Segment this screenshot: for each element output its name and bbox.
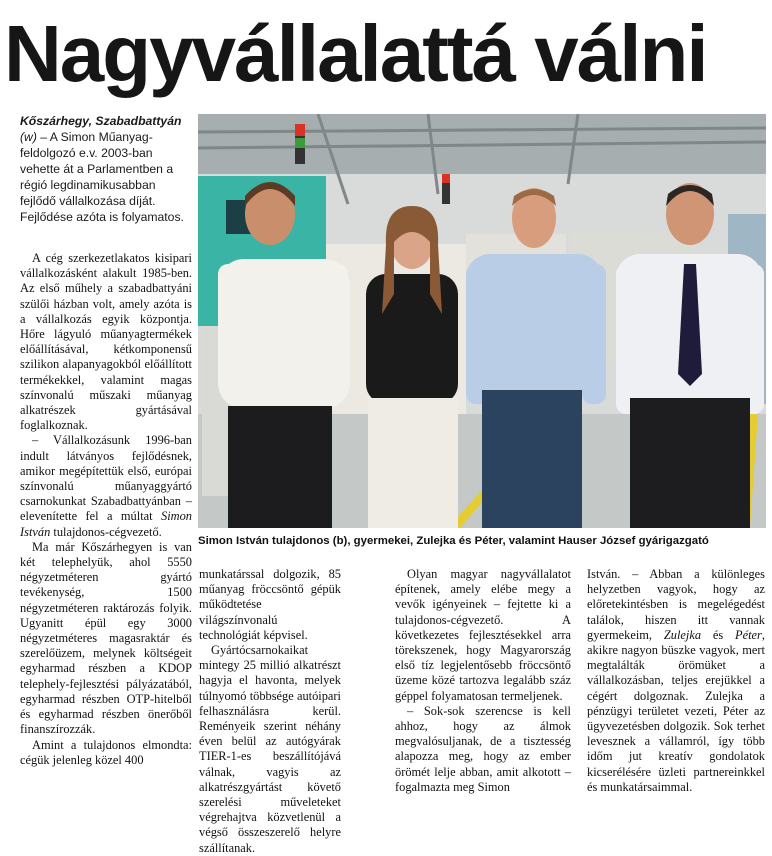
paragraph: Gyártócsarnokaikat mintegy 25 millió alkatrészt hagyja el havonta, melyek túlnyomó többsége autóipari felhasználásra kerül. Reményeik szerint néhány éven belül az autógyárak TIER-1-es beszállítójává válnak, vagyis az alkatrészgyártást követő szerelési műveleteket végrehajtva közvetlenül a végső összeszerelő helyre szállítanak. — [199, 643, 341, 855]
article-photo — [198, 114, 766, 528]
photo-caption: Simon István tulajdonos (b), gyermekei, Zulejka és Péter, valamint Hauser József gyárigazgató — [198, 535, 709, 547]
person-name: Simon István — [20, 509, 192, 539]
paragraph: István. – Abban a különleges helyzetben vagyok, hogy az előretekintésben is megelégedést találok, hiszen itt vannak gyermekeim, Zulejka és Péter, akikre nagyon büszke vagyok, mert megtalálták örömüket a vállalkozásban, teljes erejükkel a cégért dolgoznak. Zulejka a pénzügyi területet vezeti, Péter az ügyvezetésben dolgozik. Sok terhet levesznek a vállamról, így több időm jut kreatív gondolatok kicserélésére üzleti partnereinkkel és munkatársaimmal. — [587, 567, 765, 794]
signal-light-green — [295, 138, 305, 148]
person-name: Zulejka — [663, 627, 702, 642]
paragraph: Amint a tulajdonos elmondta: cégük jelenleg közel 400 — [20, 737, 192, 767]
person-name: Péter — [735, 627, 762, 642]
dateline-place: Kőszárhegy, Szabadbattyán — [20, 114, 182, 128]
paragraph: – Vállalkozásunk 1996-ban indult látványos fejlődésnek, amikor megépítettük első, európai színvonalú műanyaggyártó csarnokunkat Szabadbattyánban – elevenítette fel a múltat Simon István tulajdonos-cégvezető. — [20, 433, 192, 539]
author-mark: (w) — [20, 130, 37, 144]
paragraph: munkatárssal dolgozik, 85 műanyag fröccsöntő gépük működtetése világszínvonalú technológiát képvisel. — [199, 567, 341, 642]
paragraph: Olyan magyar nagyvállalatot építenek, amely elébe megy a vevők igényeinek – fejtette ki a tulajdonos-cégvezető. A következetes fejlesztésekkel arra törekszenek, hogy Magyarország első tíz legjelentősebb fröccsöntő üzeme közé tartozva legalább száz géppel folyamatosan termeljenek. — [395, 567, 571, 703]
article-column-2 — [199, 567, 341, 856]
headline: Nagyvállalattá válni — [4, 9, 707, 98]
article-column-4 — [587, 567, 765, 795]
article-column-1 — [20, 251, 192, 768]
paragraph: Ma már Kőszárhegyen is van két telephelyük, ahol 5550 négyzetméteren gyártó tevékenység, 1500 négyzetméteren raktározás folyik. Ugyanitt épül egy 3000 négyzetméteres magasraktár és szerelőüzem, melynek költségeit egyharmad részben a KDOP telephely-fejlesztési pályázatából, egyharmad részben OTP-hitelből és egyharmad részben önerőből finanszírozzák. — [20, 539, 192, 737]
signal-light-red — [442, 174, 450, 183]
lead-paragraph — [20, 113, 192, 225]
factory-photo-illustration — [198, 114, 766, 528]
signal-light-red — [295, 124, 305, 136]
paragraph: – Sok-sok szerencse is kell ahhoz, hogy az álmok megvalósuljanak, de a tisztesség alapozza meg, hogy az ember örömét lelje abban, amit alkotott – fogalmazta meg Simon — [395, 703, 571, 794]
paragraph: A cég szerkezetlakatos kisipari vállalkozásként alakult 1985-ben. Az első műhely a szabadbattyáni szülői házban volt, amely azóta is a vállalkozás egyik központja. Hőre lágyuló műanyagtermékek előállításával, kétkomponensű szilikon alapanyagokból előállított termékekkel, valamint magas színvonalú műszaki műanyag alkatrészek gyártásával foglalkoznak. — [20, 251, 192, 433]
lead-text: – A Simon Műanyag-feldolgozó e.v. 2003-ban vehette át a Parlamentben a régió legdinamikusabban fejlődő vállalkozása díját. Fejlődése azóta is folyamatos. — [20, 130, 184, 224]
article-column-3 — [395, 567, 571, 795]
